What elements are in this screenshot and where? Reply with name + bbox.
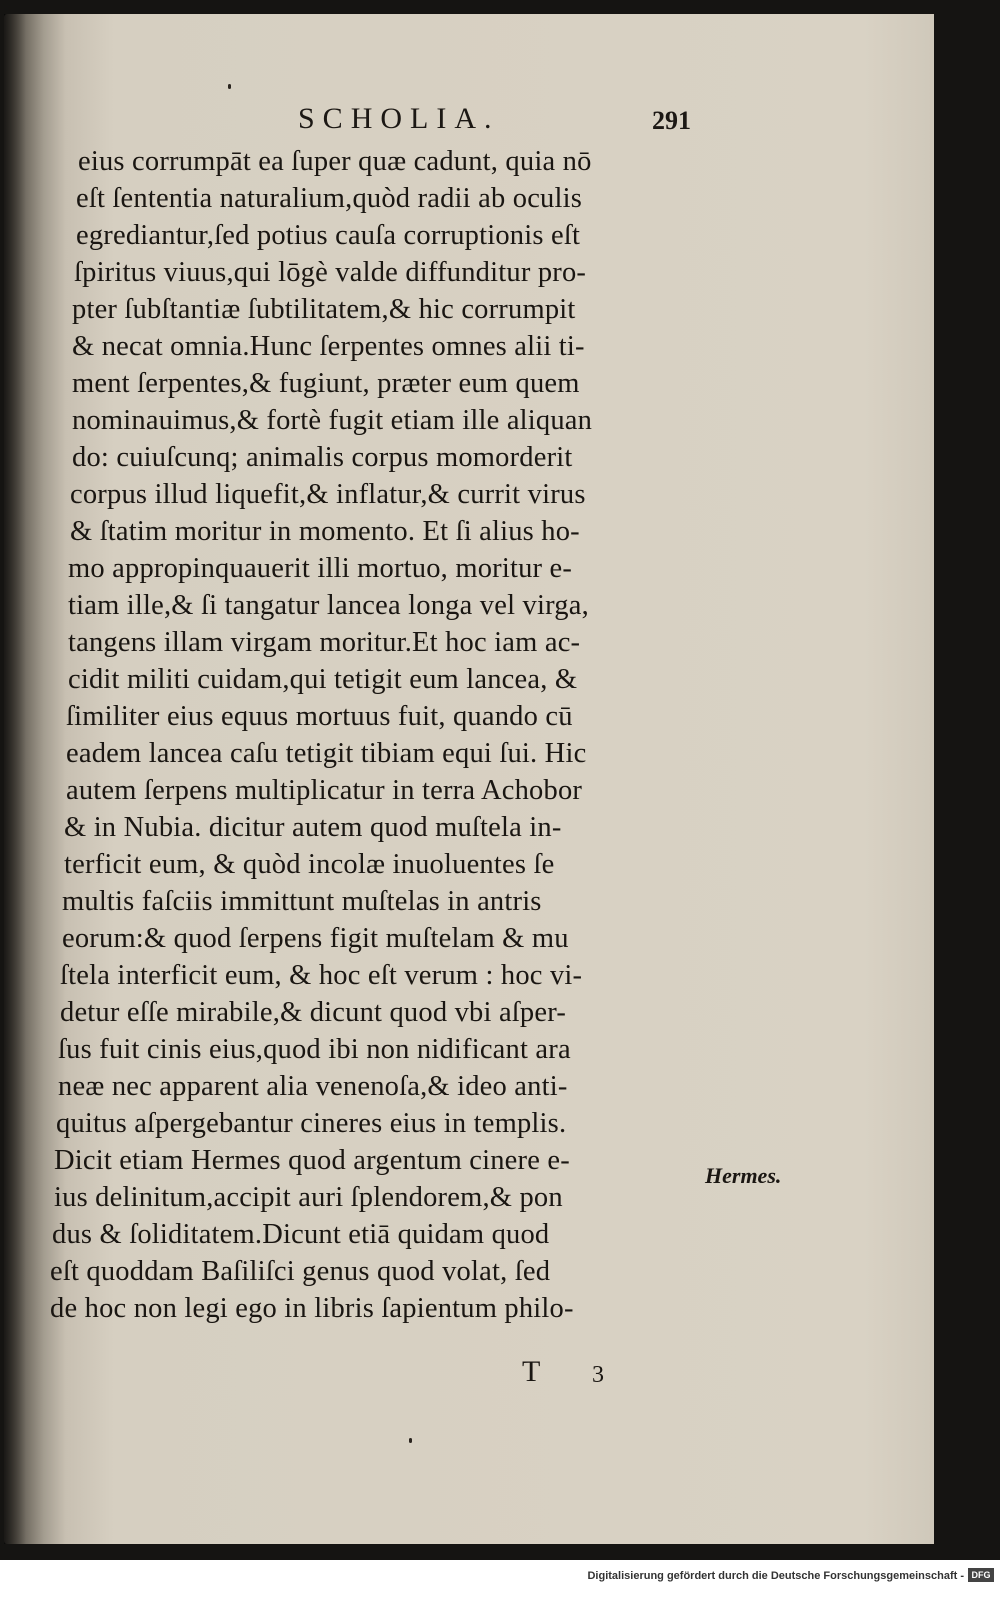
text-line: Dicit etiam Hermes quod argentum cinere e- [54, 1145, 570, 1176]
text-line: tangens illam virgam moritur.Et hoc iam ac- [68, 627, 581, 658]
body-text [50, 143, 730, 1327]
text-line: quitus aſpergebantur cineres eius in templis. [56, 1108, 567, 1139]
text-line: cidit militi cuidam,qui tetigit eum lancea, & [68, 664, 578, 695]
ink-speck [228, 84, 231, 89]
text-line: nominauimus,& fortè fugit etiam ille aliquan [72, 405, 593, 436]
text-line: mo appropinquauerit illi mortuo, moritur e- [68, 553, 573, 584]
gutter-shadow [4, 14, 26, 1544]
text-line: do: cuiuſcunq; animalis corpus momorderit [72, 442, 573, 473]
ink-speck [409, 1438, 412, 1443]
text-line: & in Nubia. dicitur autem quod muſtela in- [64, 812, 562, 843]
catchword: T [522, 1355, 541, 1388]
marginal-note: Hermes. [705, 1163, 782, 1188]
funding-credit: Digitalisierung gefördert durch die Deutsche Forschungsgemeinschaft - [587, 1570, 964, 1582]
text-line: ſus fuit cinis eius,quod ibi non nidificant ara [58, 1034, 571, 1065]
page-header [0, 102, 1000, 142]
text-line: eadem lancea caſu tetigit tibiam equi ſui. Hic [66, 738, 587, 769]
text-line: tiam ille,& ſi tangatur lancea longa vel virga, [68, 590, 589, 621]
dfg-logo: DFG [968, 1568, 994, 1582]
text-line: multis faſciis immittunt muſtelas in antris [62, 886, 542, 917]
text-line: dus & ſoliditatem.Dicunt etiā quidam quod [52, 1219, 550, 1250]
text-line: detur eſſe mirabile,& dicunt quod vbi aſper- [60, 997, 567, 1028]
text-line: ment ſerpentes,& fugiunt, præter eum quem [72, 368, 580, 399]
text-line: eſt ſententia naturalium,quòd radii ab oculis [76, 183, 583, 214]
text-line: ſpiritus viuus,qui lōgè valde diffunditur pro- [74, 257, 587, 288]
page-number: 291 [652, 106, 691, 135]
text-line: corpus illud liquefit,& inflatur,& currit virus [70, 479, 586, 510]
text-line: & ſtatim moritur in momento. Et ſi alius ho- [70, 516, 580, 547]
text-line: eorum:& quod ſerpens figit muſtelam & mu [62, 923, 569, 954]
running-head: SCHOLIA. [298, 102, 500, 135]
text-line: & necat omnia.Hunc ſerpentes omnes alii ti- [72, 331, 585, 362]
signature-mark: 3 [592, 1362, 604, 1388]
text-line: de hoc non legi ego in libris ſapientum philo- [50, 1293, 574, 1324]
digitization-footer [0, 1560, 1000, 1597]
text-line: eſt quoddam Baſiliſci genus quod volat, ſed [50, 1256, 551, 1287]
text-line: pter ſubſtantiæ ſubtilitatem,& hic corrumpit [72, 294, 576, 325]
text-line: terficit eum, & quòd incolæ inuoluentes ſe [64, 849, 555, 880]
text-line: ius delinitum,accipit auri ſplendorem,& pon [54, 1182, 563, 1213]
text-line: eius corrumpāt ea ſuper quæ cadunt, quia nō [78, 146, 592, 177]
text-line: neæ nec apparent alia venenoſa,& ideo anti- [58, 1071, 568, 1102]
text-line: egrediantur,ſed potius cauſa corruptionis eſt [76, 220, 581, 251]
text-line: ſimiliter eius equus mortuus fuit, quando cū [66, 701, 573, 732]
text-line: ſtela interficit eum, & hoc eſt verum : hoc vi- [60, 960, 583, 991]
text-line: autem ſerpens multiplicatur in terra Achobor [66, 775, 583, 806]
